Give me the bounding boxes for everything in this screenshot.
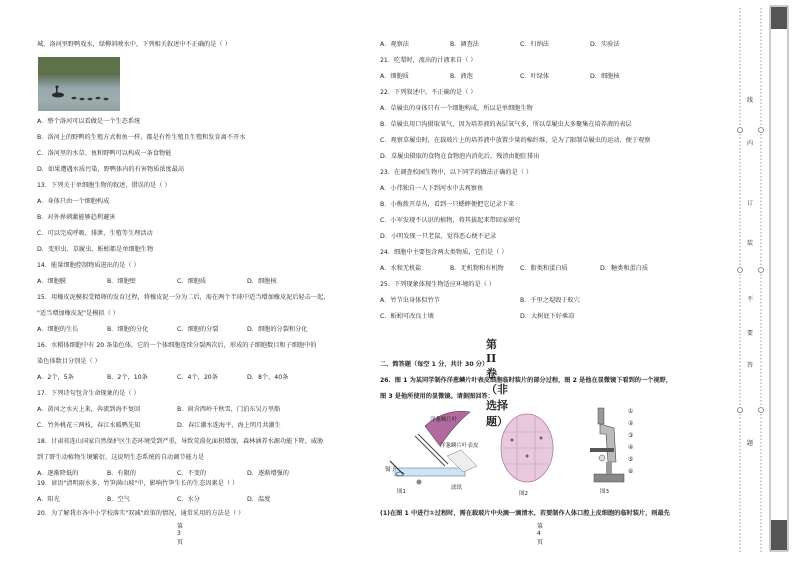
fig1-caption: 图1 [397,489,406,495]
marker-3: ③ [628,432,634,439]
q14-option-a: A．细胞膜 [37,278,66,285]
sidebar-label-mount: 装 [747,240,754,247]
q17-option-a: A．黄河之水天上来，奔流到海不复回 [37,406,141,413]
q23-option-d: D．小明发现一只老鼠，觉得恶心便不记录 [380,233,497,240]
q21-option-a: A．细胞质 [380,73,409,80]
label-tissue: 滤纸 [451,485,463,491]
q19-option-d: D．温度 [247,496,271,503]
q15-option-b: B．细胞的分化 [107,326,149,333]
q15-option-c: C．细胞的分裂 [177,326,219,333]
q15-stem-1: 15．用橡皮泥模拟受精卵的发育过程，将橡皮泥一分为二后，需在两个半球中适当增加橡皮泥后轻击一起， [37,294,330,301]
q20-option-a: A．观察法 [380,41,409,48]
q20-option-b: B．调查法 [450,41,479,48]
q21-option-c: C．叶绿体 [520,73,550,80]
part2-title: 第 II 卷（非选择题） [486,338,508,428]
q13-option-b: B．对外界刺激能够趋利避害 [37,214,116,221]
q16-option-b: B．2个，10条 [107,374,148,381]
q25-option-b: B．千里之堤毁于蚁穴 [520,297,580,304]
page-number-right: 第4页 [537,523,544,546]
q15-stem-2: "适当增加橡皮泥"是模拟（ ） [37,310,119,317]
label-onion-leaf: 洋葱鳞片叶 [430,417,458,423]
q23-stem: 23．在调查校园生物中，以下同学的做法正确的是（ ） [380,169,533,176]
q12-intro: 城，洛河里野鸭戏水，绿柳斜映水中，下列相关叙述中不正确的是（ ） [37,41,231,48]
q13-option-d: D．变形虫、草履虫、蚯蚓都是单细胞生物 [37,246,154,253]
q26-part1: (1)在图 1 中进行①过程时，需在载玻片中央滴一滴清水，若要制作人体口腔上皮细胞的临时装片，则最先 [380,510,670,517]
q15-option-d: D．细胞的分裂和分化 [247,326,308,333]
q26-stem-1: 26．图 1 为某同学制作洋葱鳞片叶表皮细胞临时装片的部分过程，图 2 是他在显微镜下看到的一个视野， [380,377,672,384]
q23-option-a: A．小伟独自一人下到河水中去观察鱼 [380,185,484,192]
sidebar-label-must: 要 [747,330,754,337]
q25-stem: 25．下列现象体现生物适应环境的是（ ） [380,281,496,288]
q26-stem-2: 图 3 是他所使用的显微镜。请据图回答： [380,393,494,400]
q22-option-c: C．观察草履虫时，在载玻片上的培养液中放置少量的棉纤维，是为了限制草履虫的运动，便于观察 [380,137,651,144]
section2-heading: 二、简答题（每空 1 分，共计 30 分） [380,361,489,368]
q22-stem: 22．下列叙述中，不正确的是（ ） [380,89,477,96]
marker-1: ① [628,408,634,415]
q16-option-a: A．2个，5条 [37,374,74,381]
binding-strip-graphic [714,0,794,561]
marker-6: ⑥ [628,468,634,475]
q19-option-c: C．水分 [177,496,200,503]
q24-option-a: A．水和无机盐 [380,265,422,272]
fig2-caption: 图2 [519,491,528,497]
q20-stem: 20．为了解我市各中小学校落实"双减"政策的情况，通常采用的方法是（ ） [37,510,245,517]
q21-stem: 21．吃梨时，流出的汁液来自（ ） [380,57,477,64]
sidebar-label-bind: 订 [747,200,754,207]
q14-stem: 14．能量细胞控制物质进出的是（ ） [37,262,140,269]
sidebar-label-answer: 答 [747,362,754,369]
q12-option-d: D．如果遭遇水质污染，野鸭体内的有害物质浓度最高 [37,166,185,173]
binding-sidebar [714,0,794,561]
q18-option-b: B．有限的 [107,470,136,477]
q20-option-d: D．实验法 [590,41,620,48]
q19-option-b: B．空气 [107,496,130,503]
q22-option-b: B．草履虫用口沟摄取氧气，因为培养液的表层氧气多，所以草履虫大多聚集在培养液的表层 [380,121,632,128]
q16-option-d: D．8个，40条 [247,374,289,381]
label-onion-skin: 洋葱鳞片叶表皮 [440,443,479,449]
q22-option-a: A．草履虫的身体只有一个细胞构成，所以是单细胞生物 [380,105,533,112]
q13-stem: 13．下列关于单细胞生物的叙述，错误的是（ ） [37,182,171,189]
q18-option-a: A．逐渐降低的 [37,470,79,477]
q18-option-c: C．不变的 [177,470,207,477]
q15-option-a: A．细胞的生长 [37,326,79,333]
q12-option-a: A．整个洛河可以看做是一个生态系统 [37,118,141,125]
q23-option-b: B．小梅拨开草丛，看到一只蟋蟀便把它记录下来 [380,201,515,208]
q25-option-a: A．竹节虫身体似竹节 [380,297,440,304]
q17-option-b: B．窗含西岭千秋雪，门泊东吴万里船 [177,406,281,413]
ducks-illustration [38,57,120,111]
figure-2 [497,408,557,502]
q17-option-d: D．春江潮水连海平，海上明月共潮生 [177,422,281,429]
q17-stem: 17．下列诗句包含生命现象的是（ ） [37,390,140,397]
figure-1 [385,406,495,502]
sidebar-label-inside: 内 [747,140,754,147]
q12-option-b: B．洛河上的野鸭的生殖方式和鱼一样，都是有性生殖且生殖和发育离不开水 [37,134,246,141]
q16-option-c: C．4个，20条 [177,374,218,381]
ducks-photo [38,57,120,111]
sidebar-label-not: 不 [747,296,754,303]
label-tweezers: 镊子 [385,467,397,473]
q24-option-d: D．糖类和蛋白质 [600,265,649,272]
q21-option-d: D．细胞核 [590,73,620,80]
q19-option-a: A．阳光 [37,496,60,503]
sidebar-label-question: 题 [747,440,754,447]
q17-option-c: C．竹外桃花三两枝，春江水暖鸭先知 [37,422,141,429]
q13-option-a: A．身体只由一个细胞构成 [37,198,110,205]
page-number-left: 第3页 [177,523,184,546]
q14-option-b: B．细胞壁 [107,278,136,285]
q24-option-b: B．无机物和有机物 [450,265,504,272]
q22-option-d: D．草履虫摄取的食物在食物泡内消化后，残渣由胞肛排出 [380,153,540,160]
q14-option-d: D．细胞核 [247,278,277,285]
q12-option-c: C．洛河里的水草、鱼和野鸭可以构成一条食物链 [37,150,172,157]
q14-option-c: C．细胞质 [177,278,207,285]
q23-option-c: C．小军发现不认识的植物，将其拔起来带回家研究 [380,217,521,224]
q24-option-c: C．脂类和蛋白质 [520,265,568,272]
marker-2: ② [628,420,634,427]
q24-stem: 24．细胞中主要包含两大类物质，它们是（ ） [380,249,508,256]
cell-view-illustration [497,408,557,488]
figure-3 [580,404,650,502]
marker-4: ④ [628,444,634,451]
q16-stem-2: 染色体数目分别是（ ） [37,358,101,365]
sidebar-label-line: 线 [747,97,754,104]
q19-stem: 19．谚语"清明雨水多，竹笋满山坡"中，影响竹笋生长的生态因素是（ ） [37,480,239,487]
q20-option-c: C．归纳法 [520,41,550,48]
q16-stem-1: 16．水稻体细胞中有 20 条染色体，它的一个体细胞连续分裂两次后，形成的子细胞数目和子细胞中的 [37,342,317,349]
q18-stem-2: 到了野生动植物生境繁衍，这说明生态系统的自动调节能力是 [37,454,205,461]
q25-option-c: C．蚯蚓可改良土壤 [380,313,434,320]
q21-option-b: B．液泡 [450,73,473,80]
fig3-caption: 图3 [600,489,609,495]
marker-5: ⑤ [628,456,634,463]
q18-stem-1: 18．甘肃祁连山国家自然保护区生态环境受到严重，导致荒漠化面积增加，森林涵养水源功能下降，威胁 [37,438,324,445]
q18-option-d: D．逐渐增强的 [247,470,289,477]
q25-option-d: D．大树底下好乘凉 [520,313,575,320]
q13-option-c: C．可以完成呼吸、排泄、生殖等生理活动 [37,230,153,237]
